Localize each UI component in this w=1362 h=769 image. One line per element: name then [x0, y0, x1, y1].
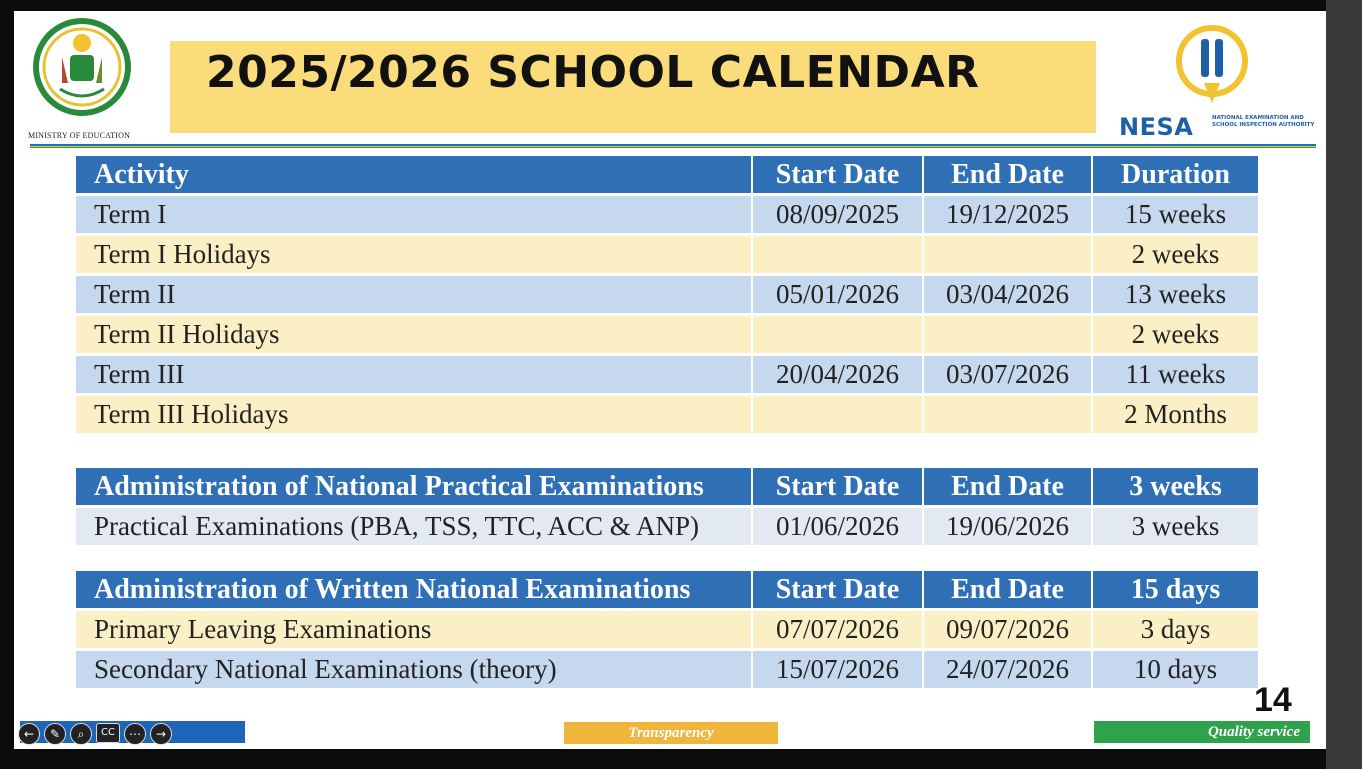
activity-cell: Term III Holidays	[76, 396, 751, 433]
table-row	[76, 236, 1258, 273]
page-number: 14	[1254, 681, 1292, 719]
title-banner	[170, 41, 1096, 133]
header-cell: End Date	[924, 468, 1091, 505]
slide	[14, 11, 1326, 749]
end-date-cell: 19/12/2025	[924, 196, 1091, 233]
captions-icon[interactable]: CC	[96, 723, 120, 743]
start-date-cell	[753, 396, 922, 433]
next-slide-icon[interactable]: →	[150, 723, 172, 745]
header-cell: Activity	[76, 156, 751, 193]
written-exams-table	[74, 568, 1260, 691]
header-cell: Administration of National Practical Examinations	[76, 468, 751, 505]
end-date-cell	[924, 316, 1091, 353]
table-header-row	[76, 571, 1258, 608]
end-date-cell	[924, 236, 1091, 273]
start-date-cell	[753, 236, 922, 273]
duration-cell: 2 Months	[1093, 396, 1258, 433]
table-row	[76, 316, 1258, 353]
activity-cell: Term II	[76, 276, 751, 313]
header-cell: 3 weeks	[1093, 468, 1258, 505]
more-options-icon[interactable]: ⋯	[124, 723, 146, 745]
duration-cell: 3 days	[1093, 611, 1258, 648]
table-row	[76, 611, 1258, 648]
end-date-cell: 03/04/2026	[924, 276, 1091, 313]
activity-cell: Term I Holidays	[76, 236, 751, 273]
start-date-cell: 20/04/2026	[753, 356, 922, 393]
duration-cell: 13 weeks	[1093, 276, 1258, 313]
end-date-cell: 03/07/2026	[924, 356, 1091, 393]
header-cell: Administration of Written National Examinations	[76, 571, 751, 608]
terms-table	[74, 153, 1260, 436]
header-cell: End Date	[924, 156, 1091, 193]
end-date-cell: 09/07/2026	[924, 611, 1091, 648]
header-cell: End Date	[924, 571, 1091, 608]
duration-cell: 11 weeks	[1093, 356, 1258, 393]
activity-cell: Term I	[76, 196, 751, 233]
start-date-cell: 01/06/2026	[753, 508, 922, 545]
nesa-logo-icon	[1172, 23, 1252, 109]
pen-icon[interactable]: ✎	[44, 723, 66, 745]
start-date-cell: 15/07/2026	[753, 651, 922, 688]
page-title: 2025/2026 SCHOOL CALENDAR	[206, 47, 980, 98]
table-row	[76, 396, 1258, 433]
nesa-subtitle: NATIONAL EXAMINATION AND SCHOOL INSPECTION AUTHORITY	[1212, 115, 1315, 128]
ministry-label: MINISTRY OF EDUCATION	[28, 131, 131, 140]
activity-cell: Primary Leaving Examinations	[76, 611, 751, 648]
end-date-cell: 24/07/2026	[924, 651, 1091, 688]
table-row	[76, 508, 1258, 545]
header-cell: Start Date	[753, 468, 922, 505]
start-date-cell	[753, 316, 922, 353]
activity-cell: Secondary National Examinations (theory)	[76, 651, 751, 688]
table-row	[76, 651, 1258, 688]
table-row	[76, 196, 1258, 233]
activity-cell: Practical Examinations (PBA, TSS, TTC, ACC & ANP)	[76, 508, 751, 545]
viewer-controls	[18, 723, 172, 745]
header-cell: 15 days	[1093, 571, 1258, 608]
zoom-icon[interactable]: ⌕	[70, 723, 92, 745]
start-date-cell: 07/07/2026	[753, 611, 922, 648]
table-row	[76, 356, 1258, 393]
duration-cell: 2 weeks	[1093, 316, 1258, 353]
activity-cell: Term II Holidays	[76, 316, 751, 353]
end-date-cell: 19/06/2026	[924, 508, 1091, 545]
start-date-cell: 05/01/2026	[753, 276, 922, 313]
duration-cell: 2 weeks	[1093, 236, 1258, 273]
duration-cell: 10 days	[1093, 651, 1258, 688]
table-header-row	[76, 156, 1258, 193]
footer-quality-service: Quality service	[1094, 721, 1310, 743]
table-row	[76, 276, 1258, 313]
rwanda-emblem-icon	[32, 17, 132, 117]
header-divider	[30, 144, 1316, 148]
previous-slide-icon[interactable]: ←	[18, 723, 40, 745]
window-edge	[1326, 0, 1362, 769]
table-header-row	[76, 468, 1258, 505]
nesa-wordmark: NESA	[1119, 113, 1194, 141]
header-cell: Start Date	[753, 571, 922, 608]
footer-transparency: Transparency	[564, 722, 778, 744]
header-cell: Start Date	[753, 156, 922, 193]
duration-cell: 3 weeks	[1093, 508, 1258, 545]
activity-cell: Term III	[76, 356, 751, 393]
header-cell: Duration	[1093, 156, 1258, 193]
end-date-cell	[924, 396, 1091, 433]
practical-exams-table	[74, 465, 1260, 548]
start-date-cell: 08/09/2025	[753, 196, 922, 233]
duration-cell: 15 weeks	[1093, 196, 1258, 233]
